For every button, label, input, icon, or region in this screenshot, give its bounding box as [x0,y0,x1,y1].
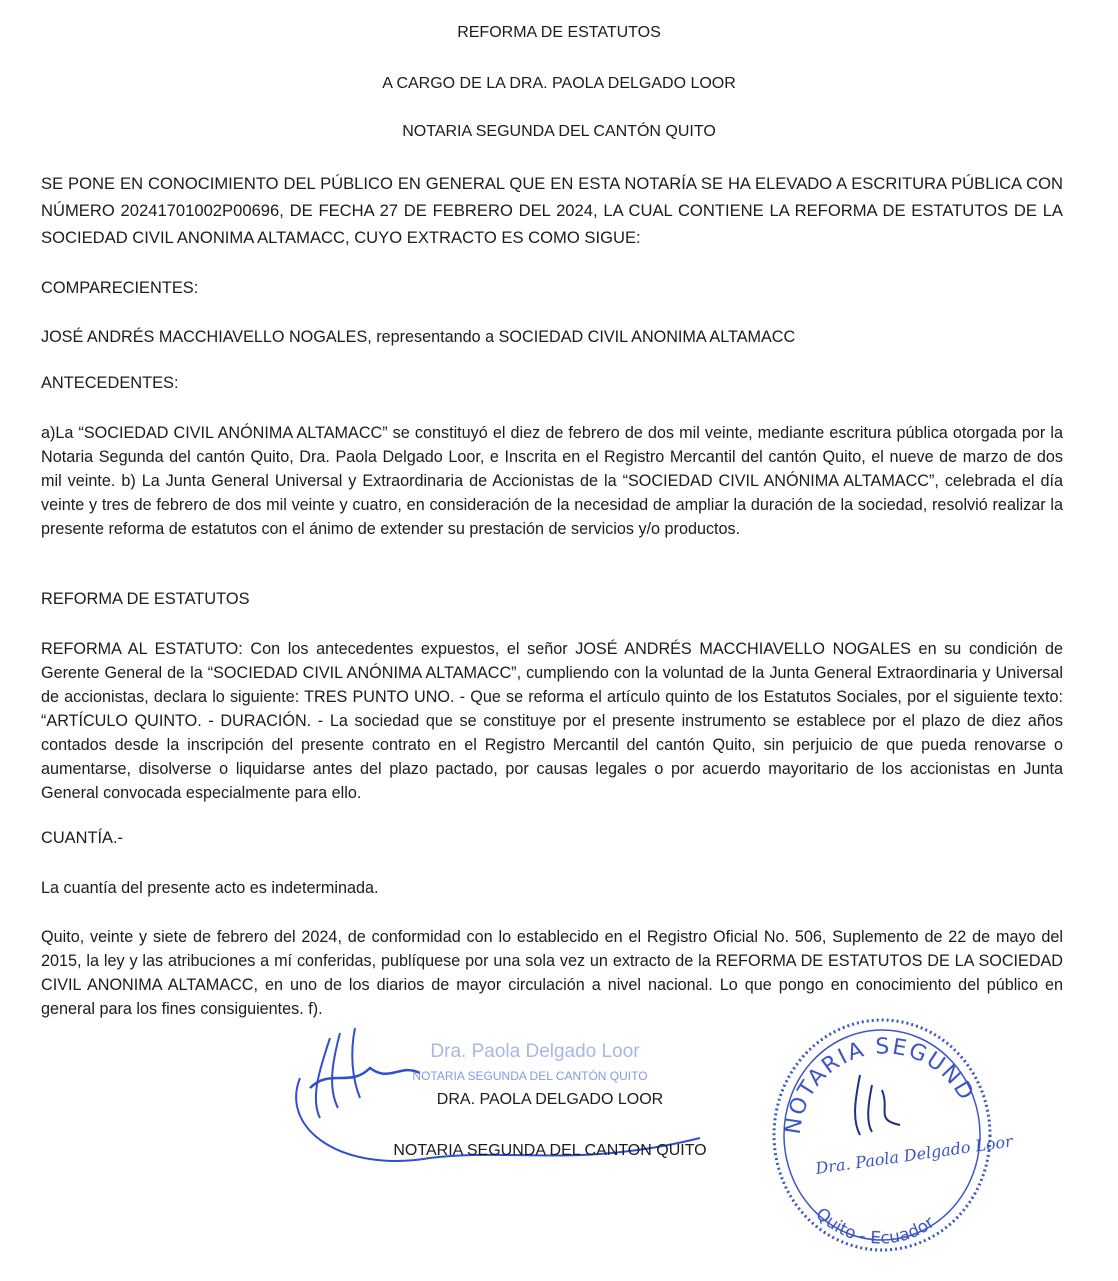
reforma-text: REFORMA AL ESTATUTO: Con los antecedentes expuestos, el señor JOSÉ ANDRÉS MACCHIAVELLO NOGALES en su condición de Gerente General de la “SOCIEDAD CIVIL ANÓNIMA ALTAMACC”, cumpliendo con la voluntad de la Junta General Extraordinaria y Universal de accionistas, declara lo siguiente: TRES PUNTO UNO. - Que se reforma el artículo quinto de los Estatutos Sociales, por el siguiente texto: “ARTÍCULO QUINTO. - DURACIÓN. - La sociedad que se constituye por el presente instrumento se establece por el plazo de diez años contados desde la inscripción del presente contrato en el Registro Mercantil del cantón Quito, sin perjuicio de que pueda renovarse o aumentarse, disolverse o liquidarse antes del plazo pactado, por causas legales o por acuerdo mayoritario de los accionistas en Junta General convocada especialmente para ello. [41,640,1063,802]
comparecientes-heading: COMPARECIENTES: [41,279,199,297]
cuantia-heading: CUANTÍA.- [41,829,123,847]
seal-top-text: NOTARIA SEGUNDA [751,991,979,1136]
notary-seal [751,991,1014,1260]
doc-office: NOTARIA SEGUNDA DEL CANTÓN QUITO [402,123,716,140]
stamp-office: NOTARIA SEGUNDA DEL CANTÓN QUITO [412,1069,648,1083]
cuantia-text: La cuantía del presente acto es indeterminada. [41,879,379,897]
doc-title: REFORMA DE ESTATUTOS [457,24,661,41]
intro-paragraph: SE PONE EN CONOCIMIENTO DEL PÚBLICO EN GENERAL QUE EN ESTA NOTARÍA SE HA ELEVADO A ESCRITURA PÚBLICA CON NÚMERO 20241701002P00696, DE FECHA 27 DE FEBRERO DEL 2024, LA CUAL CONTIENE LA REFORMA DE ESTATUTOS DE LA SOCIEDAD CIVIL ANONIMA ALTAMACC, CUYO EXTRACTO ES COMO SIGUE: [41,174,1063,247]
closing-paragraph: Quito, veinte y siete de febrero del 2024, de conformidad con lo establecido en el Registro Oficial No. 506, Suplemento de 22 de mayo del 2015, la ley y las atribuciones a mí conferidas, publíquese por una sola vez un extracto de la REFORMA DE ESTATUTOS DE LA SOCIEDAD CIVIL ANONIMA ALTAMACC, en uno de los diarios de mayor circulación a nivel nacional. Lo que pongo en conocimiento del público en general para los fines consiguientes. f). [41,928,1063,1018]
antecedentes-heading: ANTECEDENTES: [41,374,179,392]
reforma-heading: REFORMA DE ESTATUTOS [41,590,250,608]
seal-bottom-text: Quito - Ecuador [811,1204,939,1249]
comparecientes-text: JOSÉ ANDRÉS MACCHIAVELLO NOGALES, representando a SOCIEDAD CIVIL ANONIMA ALTAMACC [41,328,796,346]
signer-office: NOTARIA SEGUNDA DEL CANTON QUITO [393,1142,707,1159]
doc-subtitle: A CARGO DE LA DRA. PAOLA DELGADO LOOR [382,75,736,92]
antecedentes-text: a)La “SOCIEDAD CIVIL ANÓNIMA ALTAMACC” se constituyó el diez de febrero de dos mil veinte, mediante escritura pública otorgada por la Notaria Segunda del cantón Quito, Dra. Paola Delgado Loor, e Inscrita en el Registro Mercantil del cantón Quito, el nueve de marzo de dos mil veinte. b) La Junta General Universal y Extraordinaria de Accionistas de la “SOCIEDAD CIVIL ANÓNIMA ALTAMACC”, celebrada el día veinte y tres de febrero de dos mil veinte y cuatro, en consideración de la necesidad de ampliar la duración de la sociedad, resolvió realizar la presente reforma de estatutos con el ánimo de extender su prestación de servicios y/o productos. [41,424,1063,538]
stamp-name: Dra. Paola Delgado Loor [430,1041,640,1062]
seal-name: Dra. Paola Delgado Loor [814,1131,1014,1178]
signer-name: DRA. PAOLA DELGADO LOOR [436,1091,664,1108]
